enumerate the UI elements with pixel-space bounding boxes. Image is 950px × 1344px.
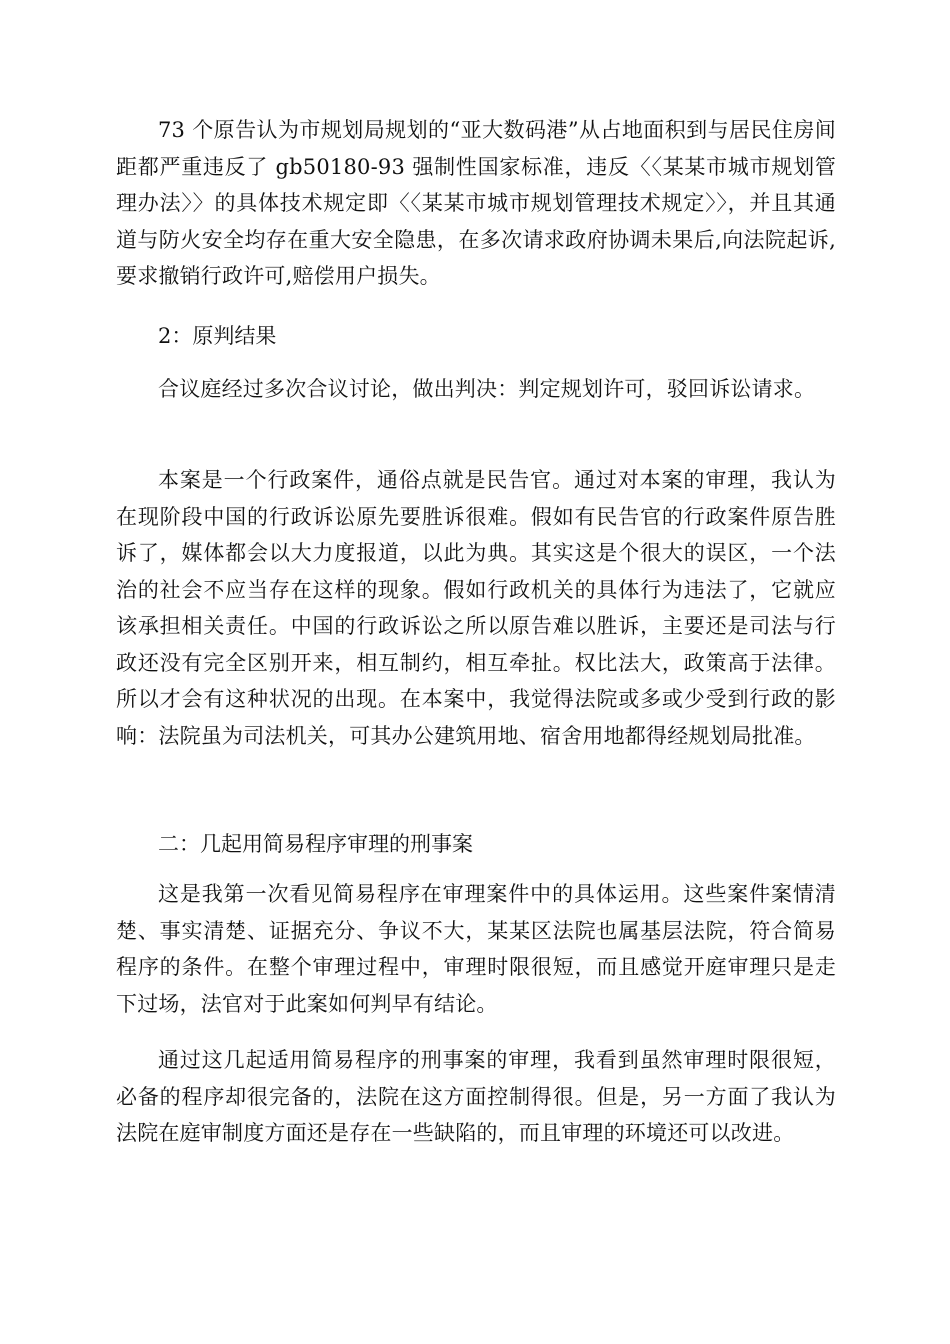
paragraph-verdict: 合议庭经过多次合议讨论，做出判决：判定规划许可，驳回诉讼请求。 (158, 377, 816, 401)
paragraph-case-analysis: 本案是一个行政案件，通俗点就是民告官。通过对本案的审理，我认为在现阶段中国的行政诉讼原先要胜诉很难。假如有民告官的行政案件原告胜诉了，媒体都会以大力度报道，以此为典。其实这是个很大的误区，一个法治的社会不应当存在这样的现象。假如行政机关的具体行为违法了，它就应该承担相关责任。中国的行政诉讼之所以原告难以胜诉，主要还是司法与行政还没有完全区别开来，相互制约，相互牵扯。权比法大，政策高于法律。所以才会有这种状况的出现。在本案中，我觉得法院或多或少受到行政的影响：法院虽为司法机关，可其办公建筑用地、宿舍用地都得经规划局批准。 (116, 468, 836, 748)
section-heading-original-verdict: 2：原判结果 (158, 324, 277, 348)
paragraph-conclusion: 通过这几起适用简易程序的刑事案的审理，我看到虽然审理时限很短，必备的程序却很完备的，法院在这方面控制得很。但是，另一方面了我认为法院在庭审制度方面还是存在一些缺陷的，而且审理的环境还可以改进。 (116, 1048, 836, 1145)
paragraph-simplified-procedure: 这是我第一次看见简易程序在审理案件中的具体运用。这些案件案情清楚、事实清楚、证据充分、争议不大，某某区法院也属基层法院，符合简易程序的条件。在整个审理过程中，审理时限很短，而且感觉开庭审理只是走下过场，法官对于此案如何判早有结论。 (116, 882, 836, 1016)
paragraph-plaintiff-claims: 73 个原告认为市规划局规划的“亚大数码港”从占地面积到与居民住房间距都严重违反了 gb50180-93 强制性国家标准，违反〈〈某某市城市规划管理办法〉〉的具体技术规定即〈〈某某市城市规划管理技术规定〉〉，并且其通道与防火安全均存在重大安全隐患，在多次请求政府协调未果后,向法院起诉,要求撤销行政许可,赔偿用户损失。 (116, 118, 836, 288)
section-heading-simplified-procedure: 二：几起用简易程序审理的刑事案 (158, 832, 473, 856)
